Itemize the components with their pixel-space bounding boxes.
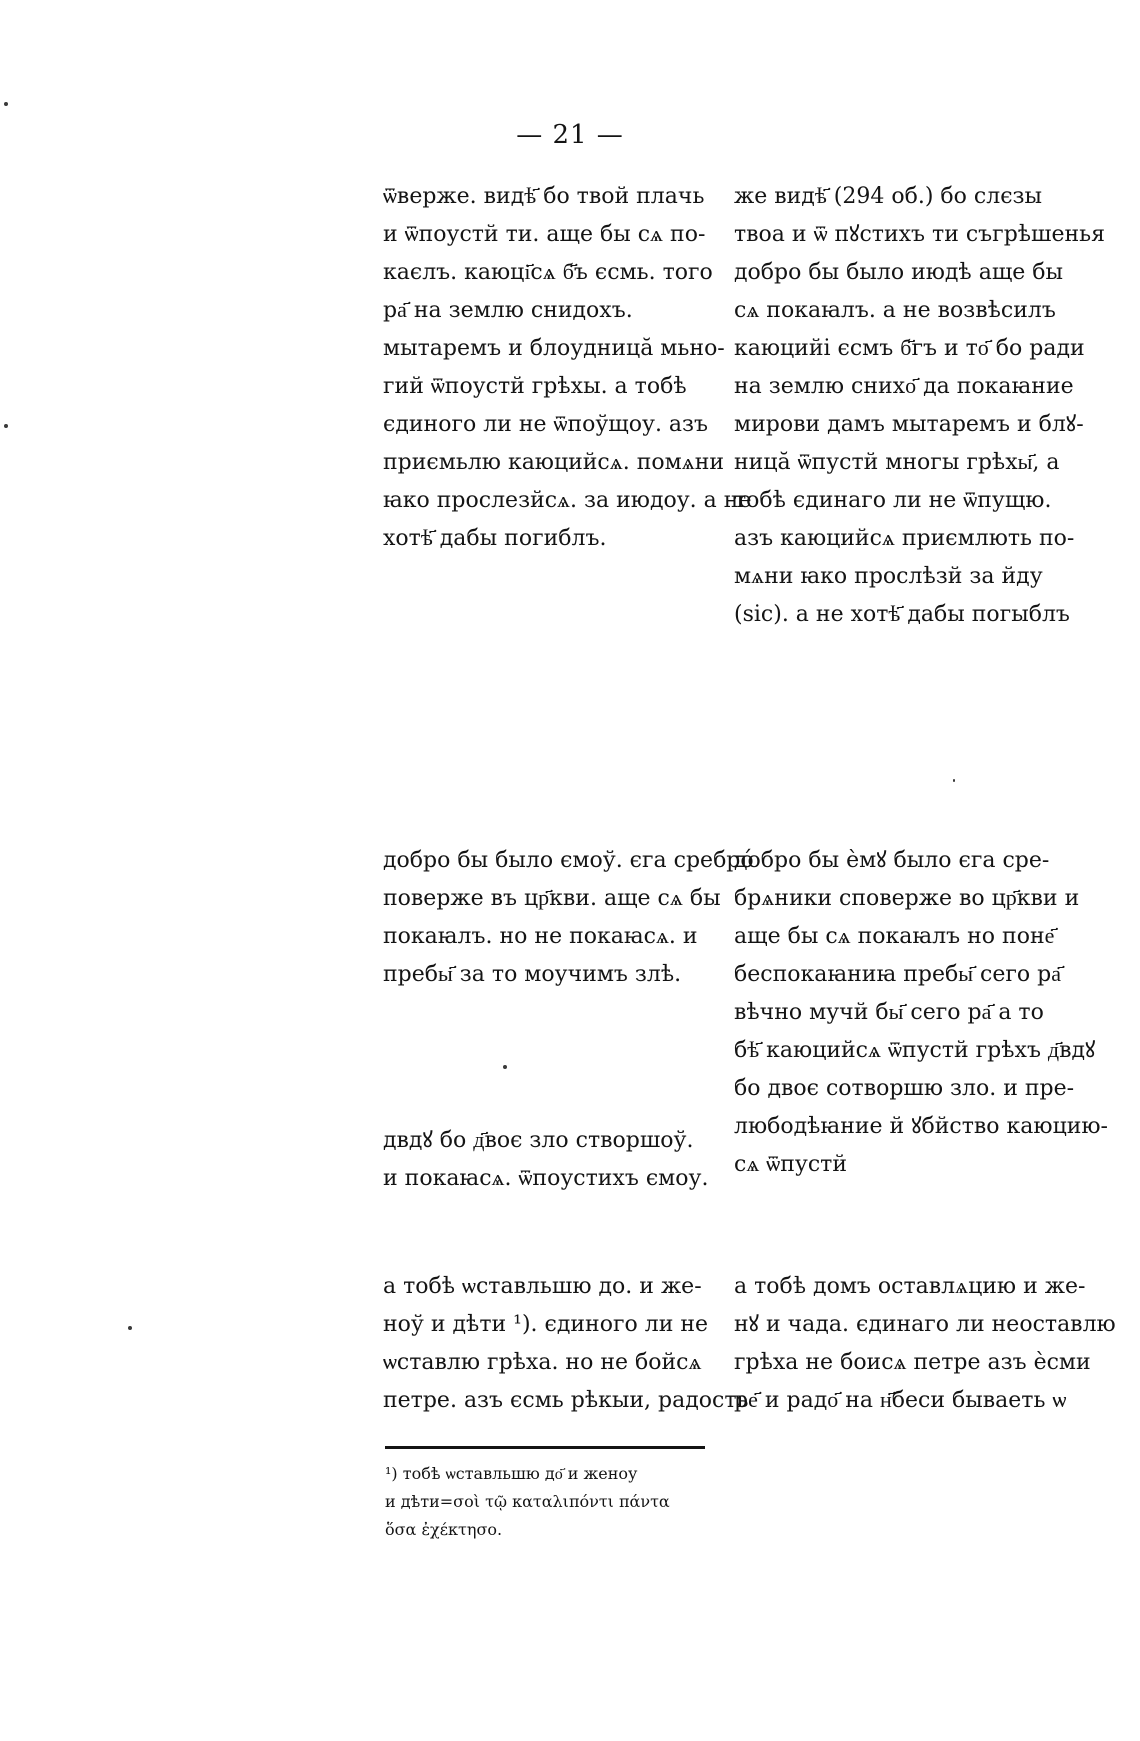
scan-speck (4, 424, 8, 428)
text-line: (sic). а не хотѣ҃ дабы погыблъ (734, 602, 1070, 627)
footnote (385, 1460, 715, 1544)
text-line: гий ѿпоустй грѣхы. а тобѣ (383, 374, 687, 399)
text-line: и покаꙗсѧ. ѿпоустихъ ємоу. (383, 1166, 709, 1191)
text-line: беспокаꙗниꙗ пребы҃ сего ра҃ (734, 962, 1061, 987)
text-line: пребы҃ за то моучимъ злѣ. (383, 962, 682, 987)
text-line: петре. азъ єсмь рѣкыи, радость (383, 1388, 749, 1413)
text-line: любодѣꙗние й ꙋбйство каюцию- (734, 1114, 1108, 1139)
text-line: добро бы было июдѣ аще бы (734, 260, 1064, 285)
text-line: твоа и ѿ пꙋстихъ ти съгрѣшенья (734, 222, 1106, 247)
text-line: поверже въ цр҃кви. аще сѧ бы (383, 886, 721, 911)
text-line: ре҃ и радо҃ на н҃беси бываеть ѡ (734, 1388, 1067, 1413)
text-line: єдиного ли не ѿпоўщоу. азъ (383, 412, 709, 437)
left-column-block-3 (383, 1122, 713, 1198)
text-line: нꙋ и чада. єдинаго ли неоставлю (734, 1312, 1116, 1337)
text-line: азъ каюцийсѧ приємлють по- (734, 526, 1075, 551)
text-line: хотѣ҃ дабы погиблъ. (383, 526, 607, 551)
scan-speck (128, 1326, 132, 1330)
right-column-block-1 (734, 178, 1106, 634)
page-number: — 21 — (516, 120, 624, 150)
text-line: ѡставлю грѣха. но не бойсѧ (383, 1350, 702, 1375)
text-line: сѧ ѿпустй (734, 1152, 847, 1177)
text-line: ноў и дѣти ¹). єдиного ли не (383, 1312, 709, 1337)
text-line: приємьлю каюцийсѧ. помѧни (383, 450, 725, 475)
text-line: аще бы сѧ покаꙗлъ но поне҃ (734, 924, 1055, 949)
scan-speck (4, 102, 8, 106)
text-line: ꙗко прослезйсѧ. за июдоу. а не (383, 488, 752, 513)
right-column-block-2 (734, 842, 1108, 1184)
text-line: сѧ покаꙗлъ. а не возвѣсилъ (734, 298, 1056, 323)
text-line: бѣ҃ каюцийсѧ ѿпустй грѣхъ д҃вдꙋ (734, 1038, 1096, 1063)
left-column-block-1 (383, 178, 752, 558)
text-line: ницӑ ѿпустй многы грѣхы҃, а (734, 450, 1060, 475)
text-line: покаꙗлъ. но не покаꙗсѧ. и (383, 924, 698, 949)
text-line: на землю снихо҃ да покаꙗние (734, 374, 1074, 399)
text-line: мѧни ꙗко прослѣзй за йду (734, 564, 1043, 589)
text-line: и ѿпоустй ти. аще бы сѧ по- (383, 222, 706, 247)
text-line: добро бы ѐмꙋ было єга сре- (734, 848, 1050, 873)
text-line: ѿверже. видѣ҃ бо твой плачь (383, 184, 705, 209)
text-line: мирови дамъ мытаремъ и блꙋ- (734, 412, 1084, 437)
footnote-line: и дѣти=σοὶ τῷ καταλιπόντι πάντα (385, 1492, 670, 1511)
footnote-line: ¹) тобѣ ѡставльшю до҃ и женоу (385, 1464, 638, 1483)
text-line: двдꙋ бо д҃воє зло створшоў. (383, 1128, 694, 1153)
text-line: добро бы было ємоў. єга сребро́ (383, 848, 754, 873)
scan-speck (953, 779, 955, 782)
text-line: тобѣ єдинаго ли не ѿпущю. (734, 488, 1052, 513)
text-line: а тобѣ домъ оставлѧцию и же- (734, 1274, 1086, 1299)
text-line: каєлъ. каюці҃сѧ б҃ъ єсмь. того (383, 260, 713, 285)
text-line: мытаремъ и блоудницӑ мьно- (383, 336, 725, 361)
text-line: же видѣ҃ (294 об.) бо слєзы (734, 184, 1043, 209)
text-line: ра҃ на землю снидохъ. (383, 298, 633, 323)
text-line: вѣчно мучй бы҃ сего ра҃ а то (734, 1000, 1044, 1025)
text-line: грѣха не боисѧ петре азъ ѐсми (734, 1350, 1091, 1375)
left-column-block-4 (383, 1268, 749, 1420)
left-column-block-2 (383, 842, 754, 994)
right-column-block-4 (734, 1268, 1116, 1420)
footnote-line: ὅσα ἐχέκτησο. (385, 1520, 503, 1539)
text-line: брѧники споверже во цр҃кви и (734, 886, 1080, 911)
scan-speck (503, 1065, 507, 1069)
footnote-divider (385, 1446, 705, 1449)
text-line: а тобѣ ѡставльшю до. и же- (383, 1274, 702, 1299)
text-line: бо двоє сотворшю зло. и пре- (734, 1076, 1075, 1101)
text-line: каюцийi єсмъ б҃гъ и то҃ бо ради (734, 336, 1085, 361)
